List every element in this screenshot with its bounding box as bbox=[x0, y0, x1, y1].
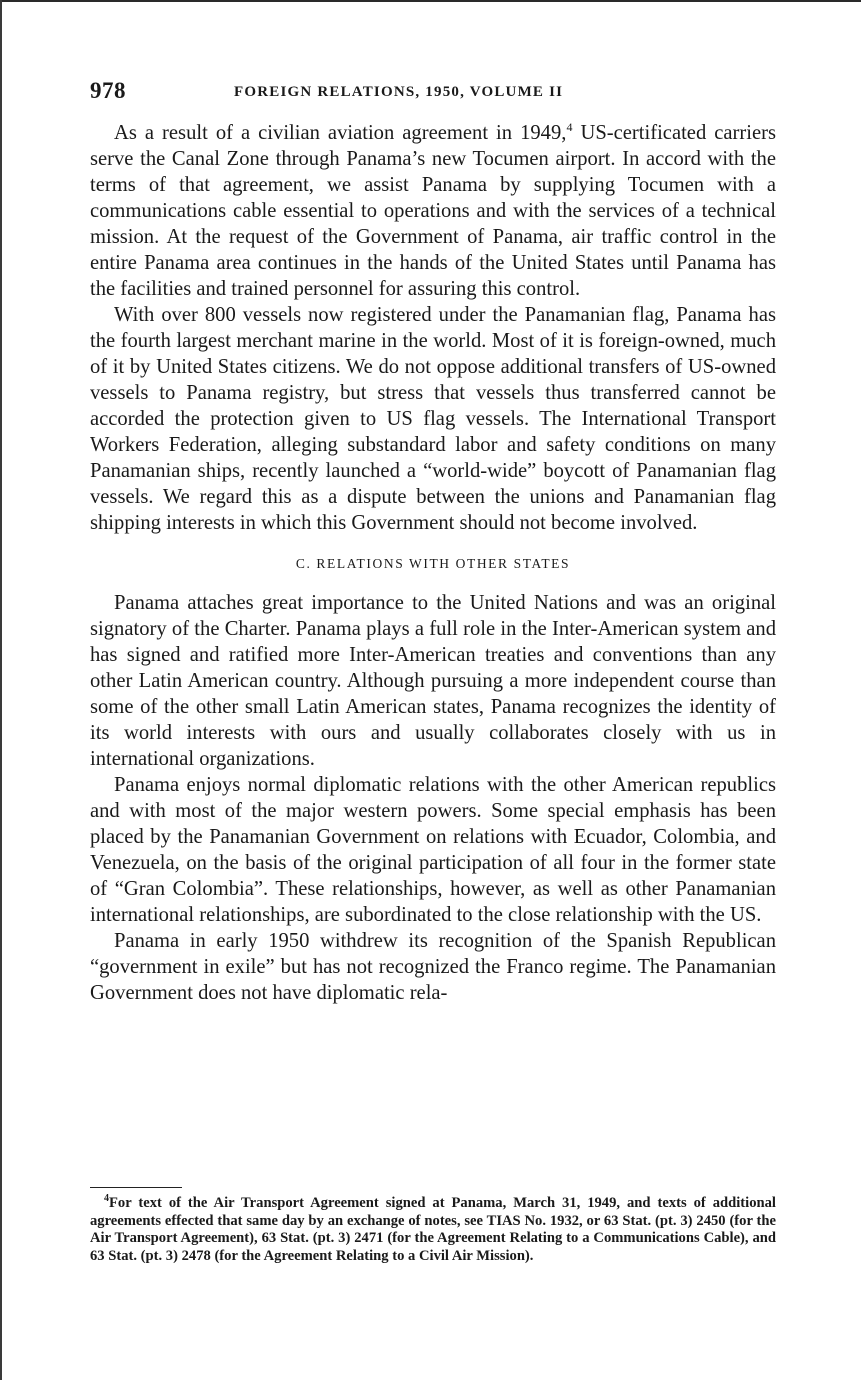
top-edge-rule bbox=[0, 0, 861, 2]
footnote-marker: 4 bbox=[104, 1193, 109, 1205]
paragraph-united-nations: Panama attaches great importance to the United Nations and was an original signatory of the Charter. Panama plays a full role in the Inter-American system and has signed and ratified more Inter-American treaties and conventions than any other Latin American country. Although pursuing a more independent course than some of the other small Latin American states, Panama recognizes the identity of its world interests with ours and usually collaborates closely with us in international organizations. bbox=[90, 592, 776, 770]
footnote-reference: 4 bbox=[566, 120, 573, 135]
running-title: FOREIGN RELATIONS, 1950, VOLUME II bbox=[234, 84, 564, 100]
page-header bbox=[90, 78, 776, 108]
footnote-rule bbox=[90, 1187, 182, 1188]
page-number: 978 bbox=[90, 78, 126, 103]
page-body bbox=[90, 120, 776, 1006]
paragraph-aviation-rest: US-certificated carriers serve the Canal Zone through Panama’s new Tocumen airport. In accord with the terms of that agreement, we assist Panama by supplying Tocumen with a communications cable essential to operations and with the services of a technical mission. At the request of the Government of Panama, air traffic control in the entire Panama area continues in the hands of the United States until Panama has the facilities and trained personnel for assuring this control. bbox=[90, 122, 776, 300]
paragraph-diplomatic-relations: Panama enjoys normal diplomatic relations with the other American republics and with most of the major western powers. Some special emphasis has been placed by the Panamanian Government on relations with Ecuador, Colombia, and Venezuela, on the basis of the original participation of all four in the former state of “Gran Colombia”. These relationships, however, as well as other Panamanian international relationships, are subordinated to the close relationship with the US. bbox=[90, 774, 776, 926]
paragraph-aviation-start: As a result of a civilian aviation agreement in 1949, bbox=[114, 122, 567, 144]
paragraph-aviation bbox=[90, 120, 776, 302]
footnote-text: For text of the Air Transport Agreement signed at Panama, March 31, 1949, and texts of additional agreements effected that same day by an exchange of notes, see TIAS No. 1932, or 63 Stat. (pt. 3) 2450 (for the Air Transport Agreement), 63 Stat. (pt. 3) 2471 (for the Agreement Relating to a Communications Cable), and 63 Stat. (pt. 3) 2478 (for the Agreement Relating to a Civil Air Mission). bbox=[90, 1195, 776, 1264]
footnote bbox=[90, 1195, 776, 1265]
section-heading: C. RELATIONS WITH OTHER STATES bbox=[295, 556, 571, 571]
paragraph-spanish-recognition: Panama in early 1950 withdrew its recognition of the Spanish Republican “government in exile” but has not recognized the Franco regime. The Panamanian Government does not have diplomatic rela- bbox=[90, 930, 776, 1004]
left-edge-rule bbox=[0, 0, 2, 1380]
paragraph-merchant-marine: With over 800 vessels now registered under the Panamanian flag, Panama has the fourth largest merchant marine in the world. Most of it is foreign-owned, much of it by United States citizens. We do not oppose additional transfers of US-owned vessels to Panama registry, but stress that vessels thus transferred cannot be accorded the protection given to US flag vessels. The International Transport Workers Federation, alleging substandard labor and safety conditions on many Panamanian ships, recently launched a “world-wide” boycott of Panamanian flag vessels. We regard this as a dispute between the unions and Panamanian flag shipping interests in which this Government should not become involved. bbox=[90, 304, 776, 534]
